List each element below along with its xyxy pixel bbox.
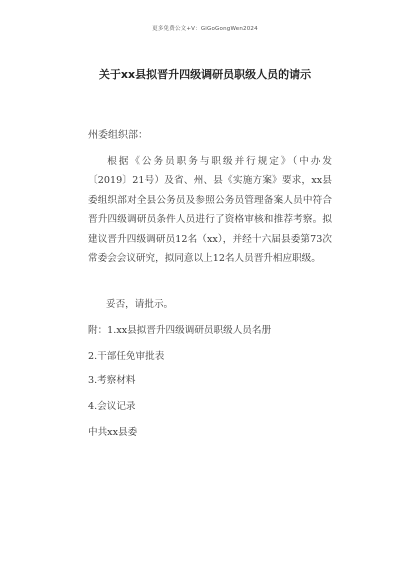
closing-line: 妥否，请批示。 [106, 299, 174, 310]
signature-line: 中共xx县委 [88, 427, 138, 438]
salutation: 州委组织部： [88, 130, 148, 141]
body-paragraph: 根据《公务员职务与职级并行规定》（中办发〔2019〕21号）及省、州、县《实施方案》要求，xx县委组织部对全县公务员及参照公务员管理备案人员中符合晋升四级调研员条件人员进行了资格审核和推荐考察。拟建议晋升四级调研员12名（xx），并经十六届县委第73次常委会会议研究，拟同意以上12名人员晋升相应职级。 [88, 156, 332, 265]
document-title: 关于xx县拟晋升四级调研员职级人员的请示 [98, 68, 312, 81]
header-note: 更多免费公文+V：GiGoGongWen2024 [152, 26, 258, 32]
attachment-item-2: 2.干部任免审批表 [88, 351, 165, 362]
attachment-item-3: 3.考察材料 [88, 375, 136, 386]
attachment-item-1: 附：1.xx县拟晋升四级调研员职级人员名册 [88, 325, 272, 336]
attachment-item-4: 4.会议记录 [88, 401, 136, 412]
